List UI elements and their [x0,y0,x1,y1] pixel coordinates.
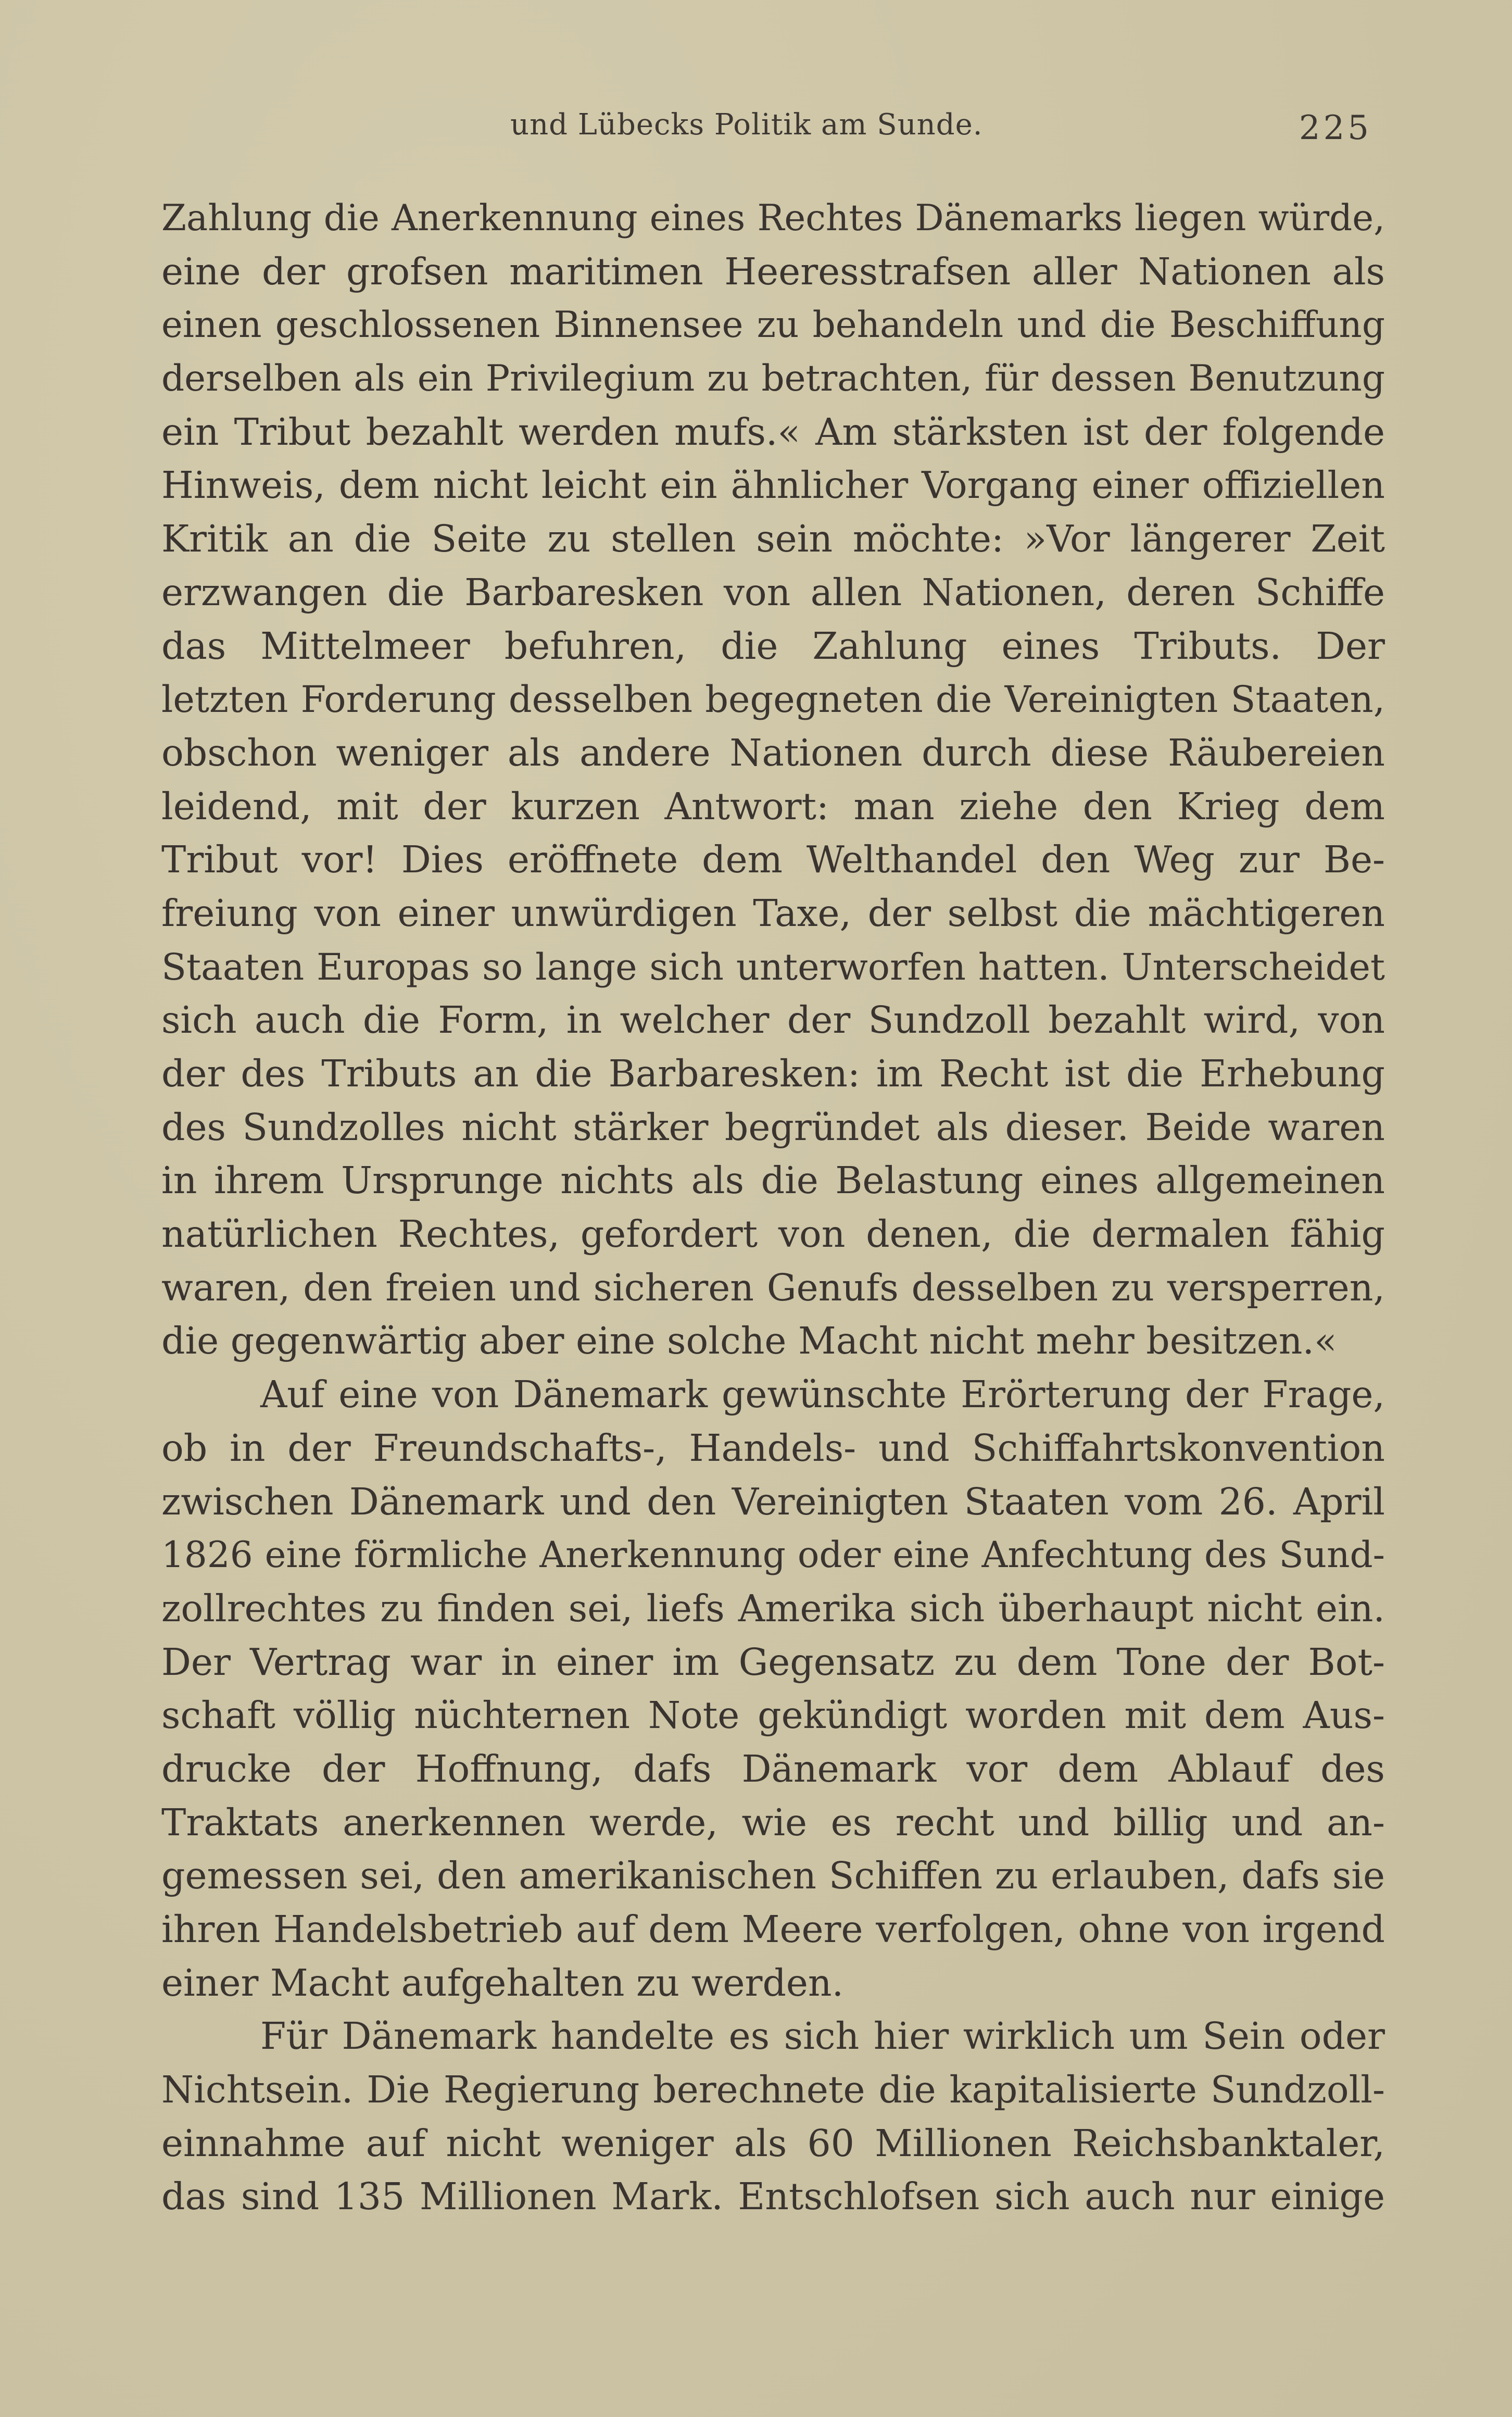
paragraph-start-line: Auf eine von Dänemark gewünschte Erörterung der Frage, [260,1373,1385,1417]
text-line: ihren Handelsbetrieb auf dem Meere verfolgen, ohne von irgend [161,1908,1385,1951]
body-text [161,192,1385,2224]
text-line: eine der grofsen maritimen Heeresstrafsen aller Nationen als [161,249,1385,293]
paragraph-start-line: Für Dänemark handelte es sich hier wirklich um Sein oder [260,2014,1385,2058]
text-line: Staaten Europas so lange sich unterworfen hatten. Unterscheidet [161,945,1385,988]
text-line: schaft völlig nüchternen Note gekündigt worden mit dem Aus- [161,1694,1385,1737]
text-line: Kritik an die Seite zu stellen sein möchte: »Vor längerer Zeit [161,517,1385,561]
text-line: zwischen Dänemark und den Vereinigten Staaten vom 26. April [161,1480,1385,1523]
text-line: Tribut vor! Dies eröffnete dem Welthandel den Weg zur Be- [161,838,1385,882]
text-line: natürlichen Rechtes, gefordert von denen, die dermalen fähig [161,1212,1385,1256]
text-line: einen geschlossenen Binnensee zu behandeln und die Beschiffung [161,304,1385,346]
text-line: Hinweis, dem nicht leicht ein ähnlicher Vorgang einer offiziellen [161,464,1385,507]
text-line: die gegenwärtig aber eine solche Macht nicht mehr besitzen.« [161,1319,1337,1363]
text-line: Traktats anerkennen werde, wie es recht und billig und an- [161,1800,1385,1844]
text-line: sich auch die Form, in welcher der Sundzoll bezahlt wird, von [161,998,1385,1042]
text-line: waren, den freien und sicheren Genufs desselben zu versperren, [161,1266,1385,1309]
text-line: 1826 eine förmliche Anerkennung oder eine Anfechtung des Sund- [161,1534,1385,1576]
text-line: einer Macht aufgehalten zu werden. [161,1961,844,2005]
text-line: gemessen sei, den amerikanischen Schiffen zu erlauben, dafs sie [161,1854,1385,1898]
running-title: und Lübecks Politik am Sunde. [510,108,983,142]
text-line: drucke der Hoffnung, dafs Dänemark vor dem Ablauf des [161,1747,1385,1790]
text-line: in ihrem Ursprunge nichts als die Belastung eines allgemeinen [161,1159,1385,1203]
page-number: 225 [1299,109,1372,147]
text-line: derselben als ein Privilegium zu betrachten, für dessen Benutzung [161,358,1385,400]
text-line: einnahme auf nicht weniger als 60 Millionen Reichsbanktaler, [161,2121,1385,2165]
text-line: leidend, mit der kurzen Antwort: man ziehe den Krieg dem [161,784,1385,828]
text-line: erzwangen die Barbaresken von allen Nationen, deren Schiffe [161,570,1385,614]
text-line: das Mittelmeer befuhren, die Zahlung eines Tributs. Der [161,624,1385,668]
text-line: letzten Forderung desselben begegneten die Vereinigten Staaten, [161,678,1385,721]
text-line: zollrechtes zu finden sei, liefs Amerika sich überhaupt nicht ein. [161,1586,1385,1630]
text-line: der des Tributs an die Barbaresken: im Recht ist die Erhebung [161,1052,1385,1095]
text-line: Zahlung die Anerkennung eines Rechtes Dänemarks liegen würde, [161,197,1385,239]
text-line: des Sundzolles nicht stärker begründet als dieser. Beide waren [161,1105,1385,1149]
text-line: freiung von einer unwürdigen Taxe, der selbst die mächtigeren [161,891,1385,935]
text-line: das sind 135 Millionen Mark. Entschlofsen sich auch nur einige [161,2175,1385,2219]
text-line: ob in der Freundschafts-, Handels- und Schiffahrtskonvention [161,1426,1385,1470]
text-line: ein Tribut bezahlt werden mufs.« Am stärksten ist der folgende [161,410,1385,454]
text-line: Nichtsein. Die Regierung berechnete die kapitalisierte Sundzoll- [161,2068,1385,2112]
text-line: obschon weniger als andere Nationen durch diese Räubereien [161,731,1385,774]
page-header [510,102,1395,148]
text-line: Der Vertrag war in einer im Gegensatz zu dem Tone der Bot- [161,1640,1385,1684]
